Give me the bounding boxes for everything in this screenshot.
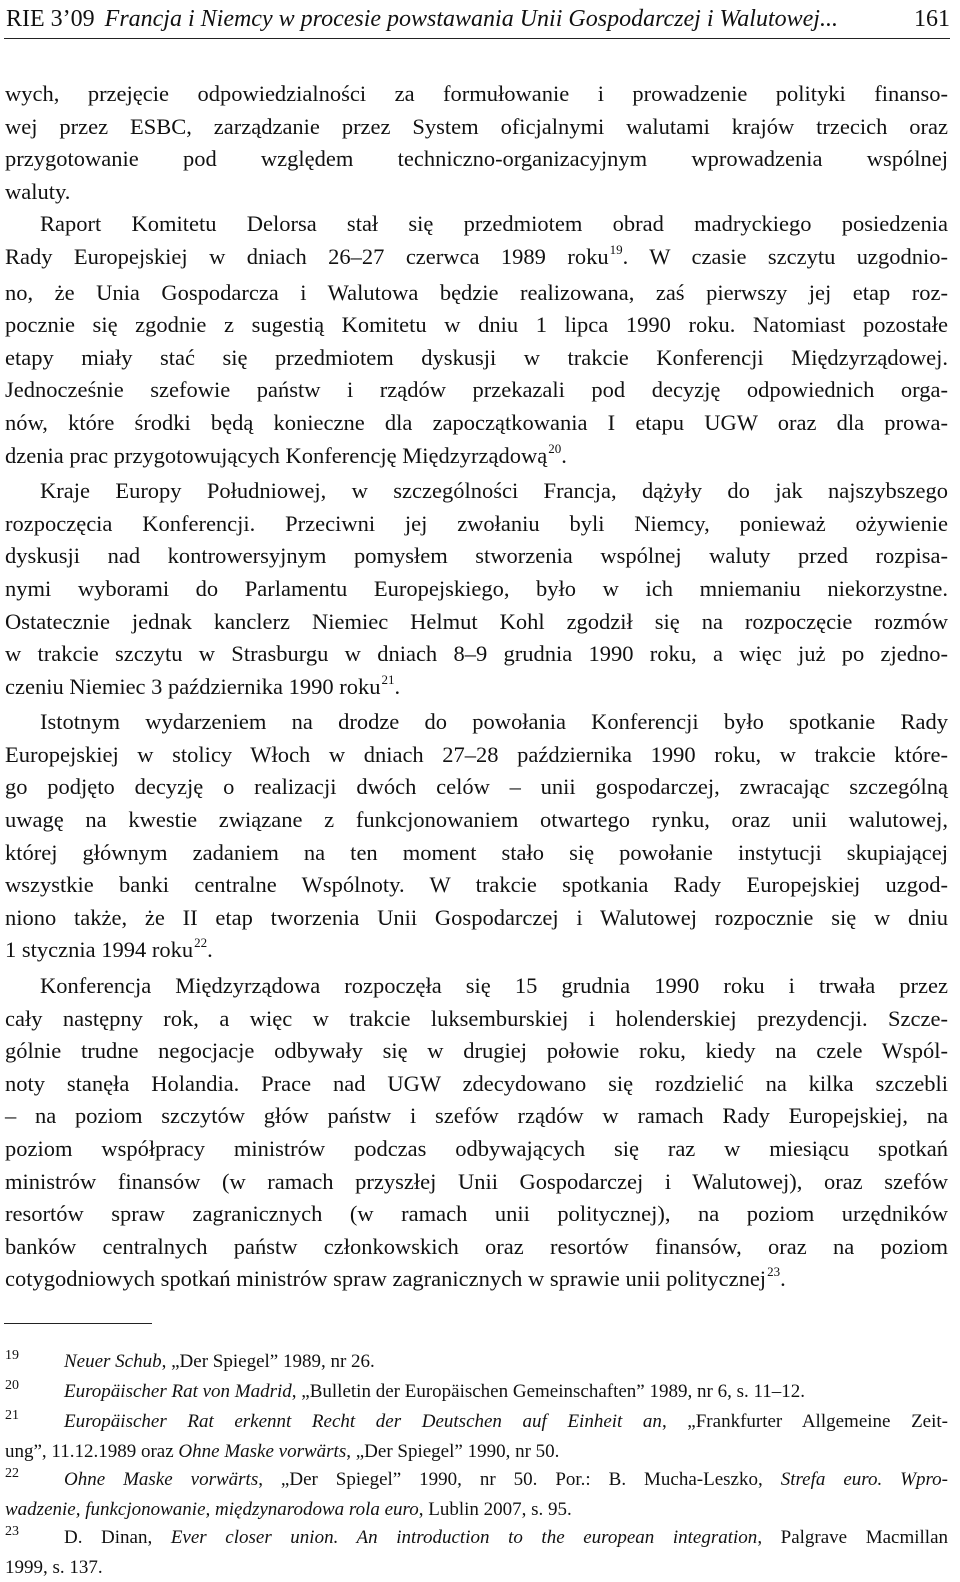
text-line: rozpoczęcia Konferencji. Przeciwni jej zwołaniu byli Niemcy, ponieważ ożywienie xyxy=(5,510,948,536)
running-header xyxy=(6,2,950,36)
footnote-number: 22 xyxy=(5,1466,19,1481)
footnote-line: wadzenie, funkcjonowanie, międzynarodowa rola euro, Lublin 2007, s. 95. xyxy=(5,1499,572,1520)
footnote-number: 20 xyxy=(5,1378,19,1393)
text-line: Istotnym wydarzeniem na drodze do powołania Konferencji było spotkanie Rady xyxy=(40,709,948,735)
footnote-line: 20 Europäischer Rat von Madrid, „Bulletin der Europäischen Gemeinschaften” 1989, nr 6, s. 11–12. xyxy=(5,1378,948,1408)
paragraph xyxy=(5,970,948,1299)
text-line: przygotowanie pod względem techniczno-organizacyjnym wprowadzenia wspólnej xyxy=(5,146,948,172)
footnote-item xyxy=(5,1466,948,1524)
footnote-item xyxy=(5,1348,948,1378)
footnote-line: 22 Ohne Maske vorwärts, „Der Spiegel” 1990, nr 50. Por.: B. Mucha-Leszko, Strefa euro. Wpro- xyxy=(5,1466,948,1496)
footnote-number: 19 xyxy=(5,1348,19,1363)
paragraph xyxy=(5,475,948,706)
text-line: wej przez ESBC, zarządzanie przez System oficjalnymi walutami krajów trzecich oraz xyxy=(5,113,948,139)
journal-issue: RIE 3’09 xyxy=(6,6,95,32)
text-line: gólnie trudne negocjacje odbywały się w drugiej połowie roku, kiedy na czele Wspól- xyxy=(5,1038,948,1064)
footnote-line: 21 Europäischer Rat erkennt Recht der Deutschen auf Einheit an, „Frankfurter Allgemeine Zeit- xyxy=(5,1408,948,1438)
text-line: Jednocześnie szefowie państw i rządów przekazali pod decyzję odpowiednich orga- xyxy=(5,377,948,403)
text-line: niono także, że II etap tworzenia Unii Gospodarczej i Walutowej rozpocznie się w dniu xyxy=(5,904,948,930)
text-line: Europejskiej w stolicy Włoch w dniach 27–28 października 1990 roku, w trakcie które- xyxy=(5,741,948,767)
text-line: wych, przejęcie odpowiedzialności za formułowanie i prowadzenie polityki finanso- xyxy=(5,81,948,106)
text-line: nymi wyborami do Parlamentu Europejskiego, było w ich mniemaniu niekorzystne. xyxy=(5,575,948,601)
text-line: dzenia prac przygotowujących Konferencję Międzyrządową$^{20}$. xyxy=(5,440,567,468)
text-line: – na poziom szczytów głów państw i szefów rządów w ramach Rady Europejskiej, na xyxy=(5,1103,948,1129)
footnote-line: 19 Neuer Schub, „Der Spiegel” 1989, nr 26. xyxy=(5,1348,948,1378)
text-line: czeniu Niemiec 3 października 1990 roku$^{21}$. xyxy=(5,671,401,699)
footnote-number: 21 xyxy=(5,1408,19,1423)
footnote-line: 23 D. Dinan, Ever closer union. An introduction to the european integration, Palgrave Macmillan xyxy=(5,1524,948,1554)
text-line: etapy miały stać się przedmiotem dyskusji w trakcie Konferencji Międzyrządowej. xyxy=(5,344,948,370)
text-line: której głównym zadaniem na ten moment stało się powołanie instytucji skupiającej xyxy=(5,839,948,865)
paragraph xyxy=(5,208,948,475)
footnote-ref: 22 xyxy=(194,935,208,951)
text-line: Rady Europejskiej w dniach 26–27 czerwca 1989 roku$^{19}$. W czasie szczytu uzgodnio- xyxy=(5,241,948,269)
running-title: Francja i Niemcy w procesie powstawania Unii Gospodarczej i Walutowej... xyxy=(104,6,838,32)
text-line: nów, które środki będą konieczne dla zapoczątkowania I etapu UGW oraz dla prowa- xyxy=(5,409,948,435)
footnote-ref: 23 xyxy=(767,1264,781,1280)
paragraph xyxy=(5,706,948,970)
footnote-item xyxy=(5,1408,948,1466)
page-number: 161 xyxy=(914,6,950,32)
footnote-ref: 19 xyxy=(609,241,623,257)
text-line: waluty. xyxy=(5,178,71,204)
text-line: Kraje Europy Południowej, w szczególności Francja, dążyły do jak najszybszego xyxy=(40,478,948,504)
text-line: go podjęto decyzję o realizacji dwóch celów – unii gospodarczej, zwracając szczególną xyxy=(5,774,948,800)
text-line: noty stanęła Holandia. Prace nad UGW zdecydowano się rozdzielić na kilka szczebli xyxy=(5,1070,948,1096)
text-line: no, że Unia Gospodarcza i Walutowa będzie realizowana, zaś pierwszy jej etap roz- xyxy=(5,279,948,305)
text-line: w trakcie szczytu w Strasburgu w dniach 8–9 grudnia 1990 roku, a więc już po zjedno- xyxy=(5,641,948,667)
text-line: 1 stycznia 1994 roku$^{22}$. xyxy=(5,935,213,963)
text-line: wszystkie banki centralne Wspólnoty. W trakcie spotkania Rady Europejskiej uzgod- xyxy=(5,872,948,898)
footnote-ref: 21 xyxy=(381,671,395,687)
article-body xyxy=(5,78,948,1299)
text-line: Konferencja Międzyrządowa rozpoczęła się 15 grudnia 1990 roku i trwała przez xyxy=(40,973,948,999)
footnote-line: 1999, s. 137. xyxy=(5,1557,103,1578)
text-line: cotygodniowych spotkań ministrów spraw zagranicznych w sprawie unii politycznej$^{23}$. xyxy=(5,1264,786,1292)
footnotes xyxy=(5,1348,948,1582)
text-line: poziom współpracy ministrów podczas odbywających się raz w miesiącu spotkań xyxy=(5,1136,948,1161)
footnote-separator xyxy=(4,1323,152,1324)
footnote-number: 23 xyxy=(5,1524,19,1539)
text-line: uwagę na kwestie związane z funkcjonowaniem otwartego rynku, oraz unii walutowej, xyxy=(5,807,948,833)
text-line: pocznie się zgodnie z sugestią Komitetu w dniu 1 lipca 1990 roku. Natomiast pozostałe xyxy=(5,312,948,338)
text-line: dyskusji nad kontrowersyjnym pomysłem stworzenia wspólnej waluty przed rozpisa- xyxy=(5,543,948,569)
header-rule xyxy=(4,38,950,39)
text-line: resortów spraw zagranicznych (w ramach unii politycznej), na poziom urzędników xyxy=(5,1201,948,1227)
text-line: ministrów finansów (w ramach przyszłej Unii Gospodarczej i Walutowej), oraz szefów xyxy=(5,1168,948,1194)
footnote-item xyxy=(5,1378,948,1408)
footnote-ref: 20 xyxy=(548,440,562,456)
footnote-line: ung”, 11.12.1989 oraz Ohne Maske vorwärts, „Der Spiegel” 1990, nr 50. xyxy=(5,1441,560,1462)
text-line: Raport Komitetu Delorsa stał się przedmiotem obrad madryckiego posiedzenia xyxy=(40,211,948,237)
text-line: banków centralnych państw członkowskich oraz resortów finansów, oraz na poziom xyxy=(5,1233,948,1259)
paragraph xyxy=(5,78,948,208)
text-line: Ostatecznie jednak kanclerz Niemiec Helmut Kohl zgodził się na rozpoczęcie rozmów xyxy=(5,608,948,634)
text-line: cały następny rok, a więc w trakcie luksemburskiej i holenderskiej prezydencji. Szcze- xyxy=(5,1005,948,1031)
footnote-item xyxy=(5,1524,948,1582)
